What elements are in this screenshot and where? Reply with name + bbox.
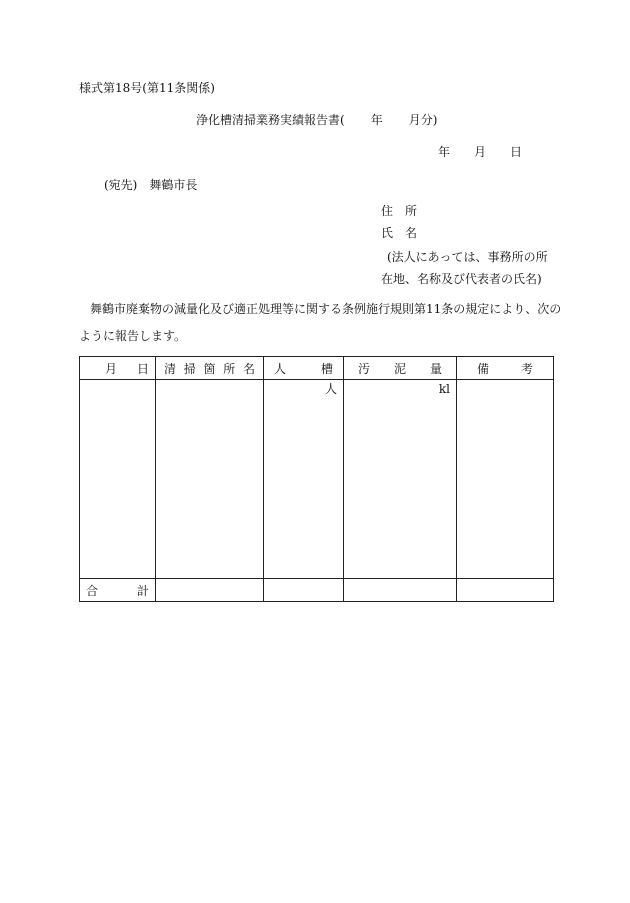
- header-char: 量: [429, 361, 442, 376]
- header-day: 日: [136, 361, 149, 376]
- header-char: 泥: [393, 361, 406, 376]
- corporation-note-line-1: (法人にあっては、事務所の所: [387, 250, 548, 264]
- header-char: 備: [477, 361, 490, 376]
- cell-location[interactable]: [156, 380, 264, 579]
- date-day: 日: [510, 145, 523, 159]
- cell-date[interactable]: [80, 380, 156, 579]
- header-remarks: [457, 357, 554, 380]
- header-date: [80, 357, 156, 380]
- header-char: 名: [242, 361, 255, 376]
- document-title: [196, 113, 437, 127]
- header-char: 槽: [320, 361, 333, 376]
- table-header-row: [80, 357, 554, 380]
- corporation-note-line-2: 在地、名称及び代表者の氏名): [381, 272, 542, 286]
- date-line: [438, 145, 522, 159]
- sludge-unit: kl: [438, 382, 450, 396]
- cell-remarks[interactable]: [457, 380, 554, 579]
- header-char: 清: [164, 361, 177, 376]
- total-location[interactable]: [156, 579, 264, 602]
- header-location: [156, 357, 264, 380]
- cell-sludge[interactable]: [344, 380, 457, 579]
- title-year: 年: [370, 113, 383, 127]
- header-month: 月: [104, 361, 117, 376]
- form-number: 様式第18号(第11条関係): [79, 81, 215, 95]
- report-table: [79, 356, 554, 602]
- body-text-line-2: ように報告します。: [79, 329, 187, 343]
- total-sludge[interactable]: [344, 579, 457, 602]
- header-tank: [264, 357, 344, 380]
- name-label: 氏 名: [381, 226, 418, 240]
- header-char: 汚: [358, 361, 371, 376]
- total-tank[interactable]: [264, 579, 344, 602]
- addressee: (宛先) 舞鶴市長: [104, 178, 198, 192]
- header-char: 箇: [203, 361, 216, 376]
- date-year: 年: [438, 145, 451, 159]
- table-row: [80, 380, 554, 579]
- address-label: 住 所: [381, 204, 418, 218]
- total-remarks[interactable]: [457, 579, 554, 602]
- cell-tank[interactable]: [264, 380, 344, 579]
- body-text-line-1: 舞鶴市廃棄物の減量化及び適正処理等に関する条例施行規則第11条の規定により、次の: [90, 302, 562, 316]
- header-char: 考: [520, 361, 533, 376]
- date-month: 月: [474, 145, 487, 159]
- header-sludge: [344, 357, 457, 380]
- header-char: 掃: [183, 361, 196, 376]
- total-char: 計: [136, 583, 149, 598]
- tank-unit: 人: [324, 382, 337, 396]
- header-char: 人: [274, 361, 287, 376]
- table-total-row: [80, 579, 554, 602]
- total-label: [80, 579, 156, 602]
- header-char: 所: [223, 361, 236, 376]
- title-main: 浄化槽清掃業務実績報告書(: [196, 113, 345, 127]
- total-char: 合: [86, 583, 99, 598]
- title-month: 月分): [408, 113, 438, 127]
